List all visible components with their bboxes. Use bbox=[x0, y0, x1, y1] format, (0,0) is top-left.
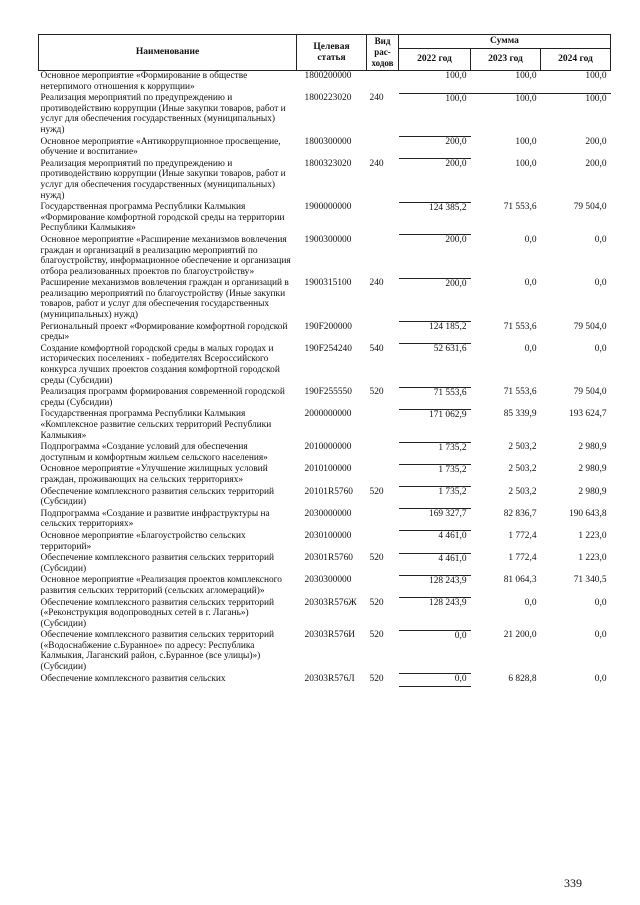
cell-vid bbox=[367, 442, 399, 464]
cell-v2023: 100,0 bbox=[515, 158, 537, 169]
table-row bbox=[39, 409, 611, 442]
table-row bbox=[39, 278, 611, 321]
cell-v2023: 2 503,2 bbox=[508, 464, 537, 475]
cell-name: Государственная программа Республики Калмыкия «Формирование комфортной городской среды на территории Республики Калмыкия» bbox=[40, 202, 285, 234]
cell-v2022: 4 461,0 bbox=[399, 531, 471, 553]
header-vid: Вид рас-ходов bbox=[367, 35, 399, 71]
cell-v2022: 200,0 bbox=[399, 235, 471, 278]
cell-vid bbox=[367, 322, 399, 344]
cell-v2023: 71 553,6 bbox=[503, 387, 537, 398]
table-body bbox=[39, 71, 611, 687]
cell-vid: 520 bbox=[369, 597, 384, 608]
cell-vid bbox=[367, 409, 399, 442]
cell-v2022: 1 735,2 bbox=[399, 487, 471, 509]
table-row bbox=[39, 509, 611, 531]
cell-code: 20303R576Л bbox=[304, 673, 355, 684]
cell-code: 20303R576И bbox=[304, 630, 356, 641]
cell-code: 2030000000 bbox=[304, 508, 352, 519]
cell-v2023: 2 503,2 bbox=[508, 442, 537, 453]
cell-v2022: 200,0 bbox=[399, 278, 471, 321]
cell-vid: 240 bbox=[369, 278, 384, 289]
cell-v2024: 79 504,0 bbox=[573, 202, 607, 213]
table-row bbox=[39, 630, 611, 673]
cell-name: Основное мероприятие «Благоустройство сельских территорий» bbox=[40, 530, 246, 552]
cell-name: Основное мероприятие «Антикоррупционное просвещение, обучение и воспитание» bbox=[40, 136, 281, 158]
cell-name: Обеспечение комплексного развития сельских территорий («Водоснабжение с.Буранное» по адресу: Республика Калмыкия, Лаганский район, с.Буранное (все улицы)») (Субсидии) bbox=[40, 630, 274, 673]
cell-code: 190F255550 bbox=[304, 387, 352, 398]
cell-v2022: 169 327,7 bbox=[399, 509, 471, 531]
cell-v2024: 2 980,9 bbox=[578, 442, 607, 453]
cell-name: Основное мероприятие «Расширение механизмов вовлечения граждан и организаций в реализацию мероприятий по благоустройству, информационное обеспечение и организация отбора реализованных проектов по благоустройству» bbox=[40, 234, 291, 277]
cell-vid bbox=[367, 202, 399, 235]
table-row bbox=[39, 322, 611, 344]
cell-v2023: 0,0 bbox=[524, 597, 537, 608]
cell-code: 2010100000 bbox=[304, 464, 352, 475]
cell-name: Обеспечение комплексного развития сельских территорий (Субсидии) bbox=[40, 553, 274, 574]
cell-vid: 520 bbox=[369, 387, 384, 398]
cell-code: 2030300000 bbox=[304, 575, 352, 586]
cell-vid: 520 bbox=[369, 486, 384, 497]
cell-name: Реализация мероприятий по предупреждению и противодействию коррупции (Иные закупки товаров, работ и услуг для обеспечения государственных (муниципальных) нужд) bbox=[40, 158, 286, 201]
cell-v2023: 71 553,6 bbox=[503, 321, 537, 332]
cell-name: Обеспечение комплексного развития сельских территорий («Реконструкция водопроводных сетей в г. Лагань») (Субсидии) bbox=[40, 597, 274, 629]
cell-v2023: 0,0 bbox=[524, 278, 537, 289]
cell-v2022: 4 461,0 bbox=[399, 553, 471, 575]
cell-v2023: 0,0 bbox=[524, 234, 537, 245]
table-row bbox=[39, 487, 611, 509]
cell-v2024: 2 980,9 bbox=[578, 486, 607, 497]
cell-code: 1800223020 bbox=[304, 93, 352, 104]
header-2024: 2024 год bbox=[541, 49, 611, 71]
cell-name: Создание комфортной городской среды в малых городах и исторических поселениях - победителях Всероссийского конкурса лучших проектов создания комфортной городской среды (Субсидии) bbox=[40, 343, 280, 386]
cell-v2024: 0,0 bbox=[594, 597, 607, 608]
cell-vid bbox=[367, 509, 399, 531]
cell-v2022: 200,0 bbox=[399, 137, 471, 159]
cell-vid bbox=[367, 137, 399, 159]
cell-name: Государственная программа Республики Калмыкия «Комплексное развитие сельских территорий Республики Калмыкия» bbox=[40, 409, 272, 441]
cell-v2024: 1 223,0 bbox=[578, 530, 607, 541]
table-row bbox=[39, 71, 611, 94]
cell-code: 190F200000 bbox=[304, 321, 352, 332]
cell-v2022: 0,0 bbox=[399, 630, 471, 673]
cell-v2023: 85 339,9 bbox=[503, 409, 537, 420]
cell-v2022: 1 735,2 bbox=[399, 464, 471, 486]
cell-vid bbox=[367, 71, 399, 94]
cell-v2024: 79 504,0 bbox=[573, 321, 607, 332]
table-row bbox=[39, 531, 611, 553]
table-row bbox=[39, 575, 611, 597]
cell-v2023: 0,0 bbox=[524, 343, 537, 354]
table-row bbox=[39, 137, 611, 159]
cell-code: 190F254240 bbox=[304, 343, 352, 354]
table-row bbox=[39, 464, 611, 486]
table-row bbox=[39, 344, 611, 387]
cell-v2024: 2 980,9 bbox=[578, 464, 607, 475]
table-row bbox=[39, 159, 611, 202]
cell-vid bbox=[367, 575, 399, 597]
cell-v2024: 100,0 bbox=[541, 71, 611, 94]
cell-v2024: 0,0 bbox=[594, 278, 607, 289]
cell-vid bbox=[367, 464, 399, 486]
cell-vid: 520 bbox=[369, 630, 384, 641]
cell-name: Реализация программ формирования современной городской среды (Субсидии) bbox=[40, 387, 285, 408]
cell-name: Обеспечение комплексного развития сельских bbox=[40, 673, 226, 684]
cell-code: 2030100000 bbox=[304, 530, 352, 541]
cell-name: Реализация мероприятий по предупреждению и противодействию коррупции (Иные закупки товаров, работ и услуг для обеспечения государственных (муниципальных) нужд) bbox=[40, 93, 286, 135]
cell-code: 20301R5760 bbox=[304, 553, 353, 564]
cell-v2023: 71 553,6 bbox=[503, 202, 537, 213]
cell-v2024: 100,0 bbox=[585, 93, 607, 104]
cell-v2023: 100,0 bbox=[471, 71, 541, 94]
header-sum: Сумма bbox=[399, 35, 611, 49]
cell-vid bbox=[367, 235, 399, 278]
cell-v2024: 200,0 bbox=[585, 158, 607, 169]
cell-v2023: 1 772,4 bbox=[508, 553, 537, 564]
cell-v2022: 171 062,9 bbox=[399, 409, 471, 442]
cell-code: 1900000000 bbox=[304, 202, 352, 213]
cell-v2022: 100,0 bbox=[399, 93, 471, 136]
header-2022: 2022 год bbox=[399, 49, 471, 71]
cell-v2022: 200,0 bbox=[399, 159, 471, 202]
header-name: Наименование bbox=[39, 35, 297, 71]
table-row bbox=[39, 598, 611, 631]
cell-name: Расширение механизмов вовлечения граждан и организаций в реализацию мероприятий по благоустройству (Иные закупки товаров, работ и услуг для обеспечения государственных (муниципальных) нужд) bbox=[40, 278, 289, 321]
cell-name: Обеспечение комплексного развития сельских территорий (Субсидии) bbox=[40, 486, 274, 508]
cell-code: 1800200000 bbox=[304, 71, 352, 81]
cell-v2022: 1 735,2 bbox=[399, 442, 471, 464]
cell-v2024: 79 504,0 bbox=[573, 387, 607, 398]
cell-vid: 240 bbox=[369, 93, 384, 104]
cell-v2022: 0,0 bbox=[399, 674, 471, 687]
cell-name: Региональный проект «Формирование комфортной городской среды» bbox=[40, 321, 288, 343]
cell-v2024: 71 340,5 bbox=[573, 575, 607, 586]
cell-v2022: 52 631,6 bbox=[399, 344, 471, 387]
table-row bbox=[39, 235, 611, 278]
cell-code: 2000000000 bbox=[304, 409, 352, 420]
cell-v2022: 128 243,9 bbox=[399, 575, 471, 597]
cell-code: 1900315100 bbox=[304, 278, 352, 289]
cell-v2023: 100,0 bbox=[515, 136, 537, 147]
page-number: 339 bbox=[564, 876, 582, 890]
cell-v2022: 128 243,9 bbox=[399, 598, 471, 631]
table-row bbox=[39, 674, 611, 687]
header-2023: 2023 год bbox=[471, 49, 541, 71]
cell-v2023: 1 772,4 bbox=[508, 530, 537, 541]
cell-v2023: 2 503,2 bbox=[508, 486, 537, 497]
budget-table bbox=[38, 34, 611, 687]
cell-code: 1900300000 bbox=[304, 234, 352, 245]
cell-v2023: 6 828,8 bbox=[508, 673, 537, 684]
cell-v2024: 190 643,8 bbox=[569, 508, 607, 519]
cell-code: 20101R5760 bbox=[304, 486, 353, 497]
cell-code: 2010000000 bbox=[304, 442, 352, 453]
cell-vid: 520 bbox=[369, 673, 384, 684]
cell-name: Подпрограмма «Создание и развитие инфраструктуры на сельских территориях» bbox=[40, 508, 270, 530]
header-code: Целевая статья bbox=[297, 35, 367, 71]
cell-code: 20303R576Ж bbox=[304, 597, 357, 608]
cell-v2023: 81 064,3 bbox=[503, 575, 537, 586]
budget-table-page bbox=[38, 34, 610, 687]
table-row bbox=[39, 387, 611, 409]
cell-v2023: 82 836,7 bbox=[503, 508, 537, 519]
cell-vid: 540 bbox=[369, 343, 384, 354]
cell-v2022: 71 553,6 bbox=[399, 387, 471, 409]
cell-name: Основное мероприятие «Реализация проектов комплексного развития сельских территорий (сельских агломераций)» bbox=[40, 575, 282, 596]
cell-vid: 240 bbox=[369, 158, 384, 169]
cell-name: Основное мероприятие «Улучшение жилищных условий граждан, проживающих на сельских территориях» bbox=[40, 464, 268, 485]
cell-vid: 520 bbox=[369, 553, 384, 564]
cell-v2024: 0,0 bbox=[594, 343, 607, 354]
table-row bbox=[39, 93, 611, 136]
table-row bbox=[39, 442, 611, 464]
cell-v2022: 124 385,2 bbox=[399, 202, 471, 235]
cell-v2024: 0,0 bbox=[594, 234, 607, 245]
cell-v2023: 21 200,0 bbox=[503, 630, 537, 641]
cell-v2024: 200,0 bbox=[585, 136, 607, 147]
cell-name: Подпрограмма «Создание условий для обеспечения доступным и комфортным жильем сельского населения» bbox=[40, 442, 268, 463]
cell-v2023: 100,0 bbox=[515, 93, 537, 104]
cell-v2022: 100,0 bbox=[399, 71, 471, 94]
cell-v2024: 0,0 bbox=[594, 630, 607, 641]
cell-v2022: 124 185,2 bbox=[399, 322, 471, 344]
cell-code: 1800300000 bbox=[304, 136, 352, 147]
cell-v2024: 1 223,0 bbox=[578, 553, 607, 564]
table-row bbox=[39, 553, 611, 575]
cell-v2024: 0,0 bbox=[594, 673, 607, 684]
cell-v2024: 193 624,7 bbox=[569, 409, 607, 420]
cell-vid bbox=[367, 531, 399, 553]
cell-code: 1800323020 bbox=[304, 158, 352, 169]
cell-name: Основное мероприятие «Формирование в обществе нетерпимого отношения к коррупции» bbox=[40, 71, 248, 92]
table-row bbox=[39, 202, 611, 235]
